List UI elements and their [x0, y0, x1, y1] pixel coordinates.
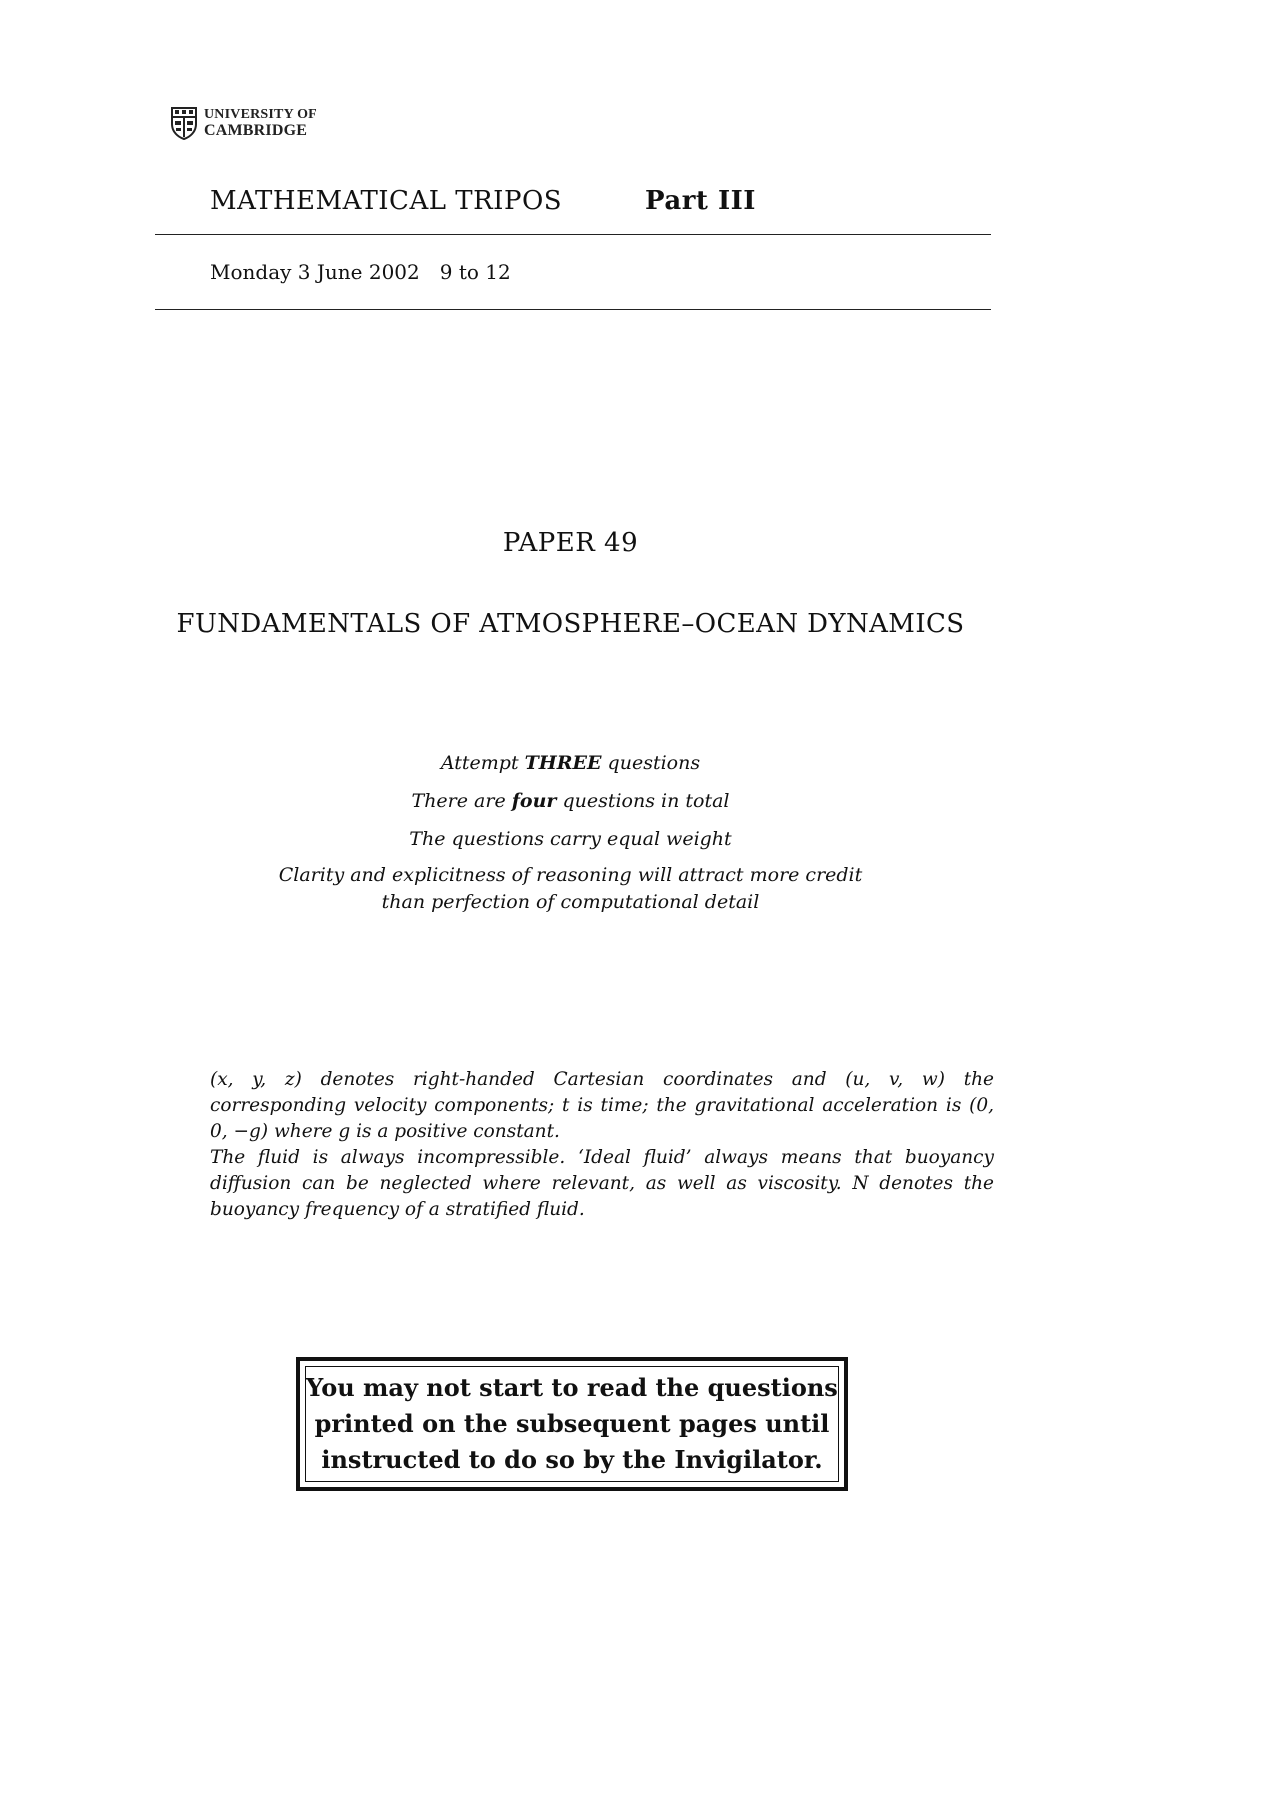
logo-line-1: UNIVERSITY OF — [204, 107, 317, 122]
paper-title: FUNDAMENTALS OF ATMOSPHERE–OCEAN DYNAMICS — [176, 609, 965, 639]
exam-part: Part III — [645, 186, 756, 216]
notice-line-2: printed on the subsequent pages until — [314, 1409, 830, 1438]
notice-line-1: You may not start to read the questions — [306, 1373, 838, 1402]
exam-date-time — [210, 260, 511, 284]
instruction-clarity: Clarity and explicitness of reasoning will attract more credit than perfection of computational detail — [278, 864, 863, 913]
exam-date: Monday 3 June 2002 — [210, 260, 420, 284]
logo-wordmark — [204, 107, 317, 139]
exam-time: 9 to 12 — [439, 260, 511, 284]
notes-paragraph-2: The fluid is always incompressible. ‘Ideal fluid’ always means that buoyancy diffusion can be neglected where relevant, as well as viscosity. N denotes the buoyancy frequency of a stratified fluid. — [210, 1147, 994, 1220]
instructions — [0, 748, 1141, 916]
instruction-attempt: Attempt THREE questions — [440, 752, 701, 774]
exam-name: MATHEMATICAL TRIPOS — [210, 186, 563, 216]
instruction-weight: The questions carry equal weight — [409, 828, 732, 850]
notation-notes — [210, 1067, 994, 1223]
attempt-count: THREE — [524, 752, 602, 774]
header-rule-bottom — [155, 309, 991, 310]
total-count: four — [511, 790, 557, 812]
crest-icon — [170, 106, 198, 140]
instruction-total: There are four questions in total — [411, 790, 730, 812]
invigilator-notice-box — [296, 1357, 848, 1491]
notes-paragraph-1: (x, y, z) denotes right-handed Cartesian coordinates and (u, v, w) the corresponding velocity components; t is time; the gravitational acceleration is (0, 0, −g) where g is a positive constant. — [210, 1069, 994, 1142]
paper-number: PAPER 49 — [502, 528, 639, 558]
header-rule-top — [155, 234, 991, 235]
invigilator-notice — [305, 1366, 839, 1482]
notice-line-3: instructed to do so by the Invigilator. — [321, 1445, 823, 1474]
university-logo — [170, 106, 317, 140]
logo-line-2: CAMBRIDGE — [204, 122, 308, 139]
